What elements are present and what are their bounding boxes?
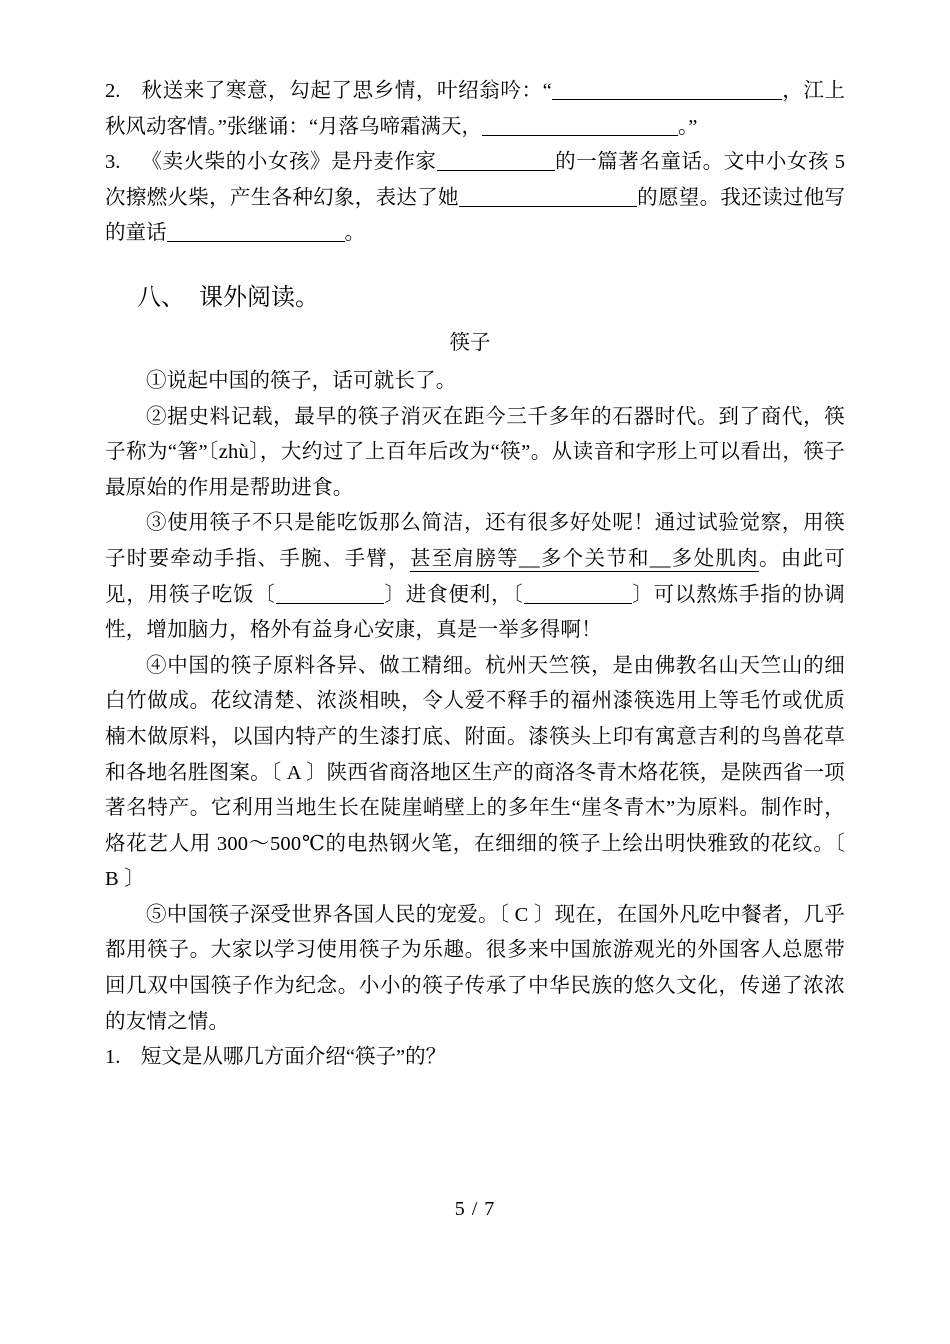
text-run: 。由此可见，用筷子吃饭〔: [105, 547, 845, 606]
text-run: 〕进食便利，〔: [383, 583, 524, 606]
article-paragraph: [105, 364, 845, 400]
question-number: 3.: [105, 151, 141, 174]
answer-blank[interactable]: [437, 148, 555, 171]
article-paragraph: [105, 898, 845, 1040]
answer-blank[interactable]: [276, 581, 384, 604]
text-run: 中国的筷子原料各异、做工精细。杭州天竺筷，是由佛教名山天竺山的细白竹做成。花纹清楚、浓淡相映，令人爱不释手的福州漆筷选用上等毛竹或优质楠木做原料，以国内特产的生漆打底、附面。漆筷头上印有寓意吉利的鸟兽花草和各地名胜图案。〔 A 〕陕西省商洛地区生产的商洛冬青木烙花筷，是陕西省一项著名特产。它利用当地生长在陡崖峭壁上的多年生“崖冬青木”为原料。制作时，烙花艺人用 300～500℃的电热钢火笔，在细细的筷子上绘出明快雅致的花纹。〔 B 〕: [105, 654, 845, 891]
text-run: 中国筷子深受世界各国人民的宠爱。〔 C 〕现在，在国外凡吃中餐者，几乎都用筷子。大家以学习使用筷子为乐趣。很多来中国旅游观光的外国客人总愿带回几双中国筷子作为纪念。小小的筷子传承了中华民族的悠久文化，传递了浓浓的友情之情。: [105, 903, 845, 1033]
text-run: 〕可以熬炼手指的协调性，增加脑力，格外有益身心安康，真是一举多得啊！: [105, 583, 845, 642]
fill-in-question-list: [105, 74, 845, 252]
paragraph-marker: ③: [146, 512, 168, 535]
article-paragraph: [105, 649, 845, 898]
article-paragraph: [105, 506, 845, 648]
question-number: 2.: [105, 80, 141, 102]
question-text: 短文是从哪几方面介绍“筷子”的？: [140, 1046, 447, 1069]
text-run: 《卖火柴的小女孩》是丹麦作家: [140, 151, 437, 174]
answer-blank[interactable]: [524, 581, 632, 604]
text-run: 使用筷子不只是能吃饭那么简洁，还有很多好处呢！通过试验觉察，用筷子时要牵动手指、手腕、手臂，: [105, 512, 845, 570]
text-run: 的一篇著名童话。文中小女孩 5 次擦燃火柴，产生各种幻象，表达了她: [105, 151, 845, 209]
paragraph-marker: ⑤: [146, 903, 167, 926]
text-run: 说起中国的筷子，话可就长了。: [166, 369, 457, 392]
answer-blank[interactable]: [167, 219, 345, 242]
page-number: 5 / 7: [454, 1198, 496, 1220]
text-run: 。”: [677, 115, 698, 138]
text-run: 的愿望。我还读过他写的童话: [105, 186, 846, 245]
article-paragraph: [105, 400, 845, 507]
paragraph-marker: ①: [146, 369, 167, 392]
underlined-phrase: 甚至肩膀等__多个关节和__多处肌肉: [409, 547, 759, 570]
article-body: [105, 364, 845, 1040]
answer-blank[interactable]: [459, 184, 637, 207]
section-label: 八、: [137, 284, 185, 311]
answer-blank[interactable]: [552, 77, 782, 100]
text-run: 秋送来了寒意，勾起了思乡情，叶绍翁吟：: [140, 80, 543, 102]
answer-blank[interactable]: [482, 113, 678, 136]
fill-in-question: [105, 145, 845, 252]
article-title: 筷子: [449, 331, 491, 354]
reading-question-list: [105, 1040, 845, 1076]
section-heading: [105, 278, 845, 318]
text-run: 。: [344, 222, 365, 245]
text-run: ，江上秋风动客情。”张继诵：“月落乌啼霜满天，: [105, 80, 845, 138]
reading-question: [105, 1040, 845, 1076]
paragraph-marker: ④: [146, 654, 168, 677]
question-number: 1.: [105, 1046, 141, 1069]
fill-in-question: [105, 74, 845, 145]
text-run: “: [542, 80, 552, 102]
text-run: 据史料记载，最早的筷子消灭在距今三千多年的石器时代。到了商代，筷子称为“箸”〔zhù〕，大约过了上百年后改为“筷”。从读音和字形上可以看出，筷子最原始的作用是帮助进食。: [105, 405, 845, 499]
paragraph-marker: ②: [146, 405, 168, 428]
section-title: 课外阅读。: [199, 284, 319, 311]
